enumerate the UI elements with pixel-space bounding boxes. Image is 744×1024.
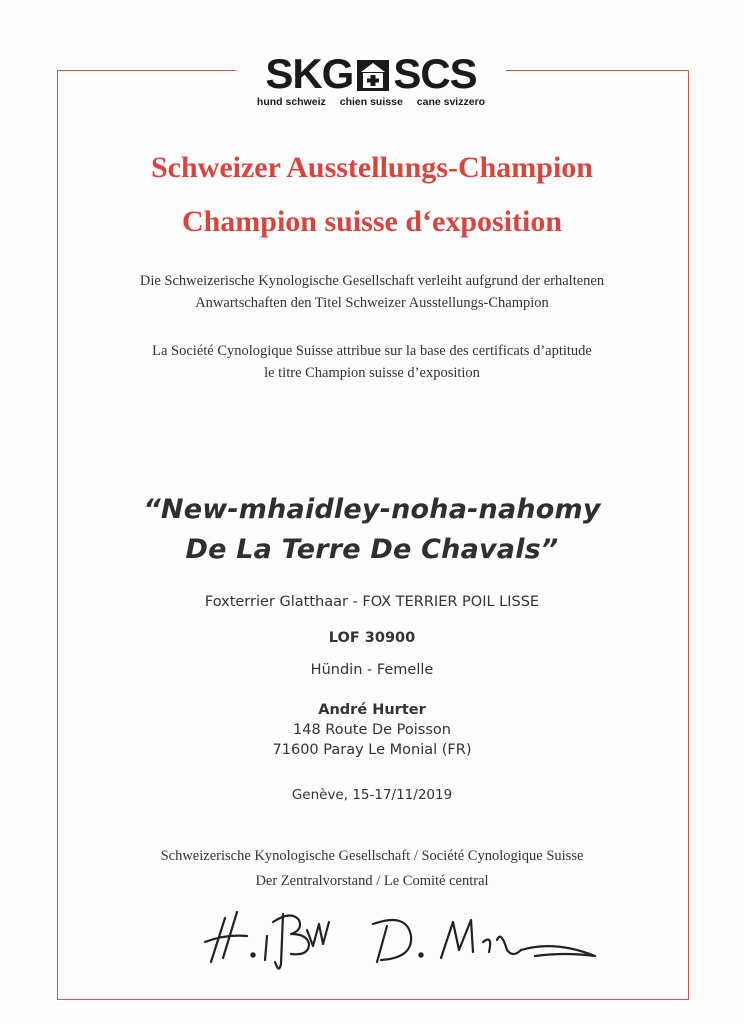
dog-sex: Hündin - Femelle [310,662,434,678]
dog-breed: Foxterrier Glatthaar - FOX TERRIER POIL LISSE [204,594,540,610]
swiss-house-icon [356,56,390,92]
logo-wordmark [244,52,498,96]
issuer-organization: Schweizerische Kynologische Gesellschaft / Société Cynologique Suisse [160,848,584,864]
statement-german-line1: Die Schweizerische Kynologische Gesellschaft verleiht aufgrund der erhaltenen [139,273,605,289]
skg-scs-logo [236,50,506,112]
dog-name-line1: “New-mhaidley-noha-nahomy [143,494,601,525]
statement-french [60,340,684,384]
signatures [195,900,615,980]
owner-city: 71600 Paray Le Monial (FR) [272,742,472,758]
signature-right [373,920,595,962]
issuer-committee: Der Zentralvorstand / Le Comité central [255,873,489,889]
logo-sublabels [236,96,506,110]
logo-right-text: SCS [393,50,477,97]
dog-name-line2: De La Terre De Chavals” [185,534,559,565]
statement-german-line2: Anwartschaften den Titel Schweizer Ausstellungs-Champion [195,295,549,311]
title-german: Schweizer Ausstellungs-Champion [150,151,593,184]
statement-german [60,270,684,314]
owner-name: André Hurter [318,702,426,718]
logo-sublabel-it: cane svizzero [416,96,486,108]
registration-number: LOF 30900 [328,630,416,646]
logo-sublabel-fr: chien suisse [339,96,403,108]
title-french: Champion suisse d‘exposition [181,205,563,238]
signature-left [205,912,329,969]
statement-french-line2: le titre Champion suisse d’exposition [264,365,480,381]
place-and-date: Genève, 15-17/11/2019 [291,787,453,803]
logo-left-text: SKG [265,50,354,97]
logo-sublabel-de: hund schweiz [256,96,326,108]
owner-street: 148 Route De Poisson [293,722,451,738]
statement-french-line1: La Société Cynologique Suisse attribue sur la base des certificats d’aptitude [152,343,592,359]
